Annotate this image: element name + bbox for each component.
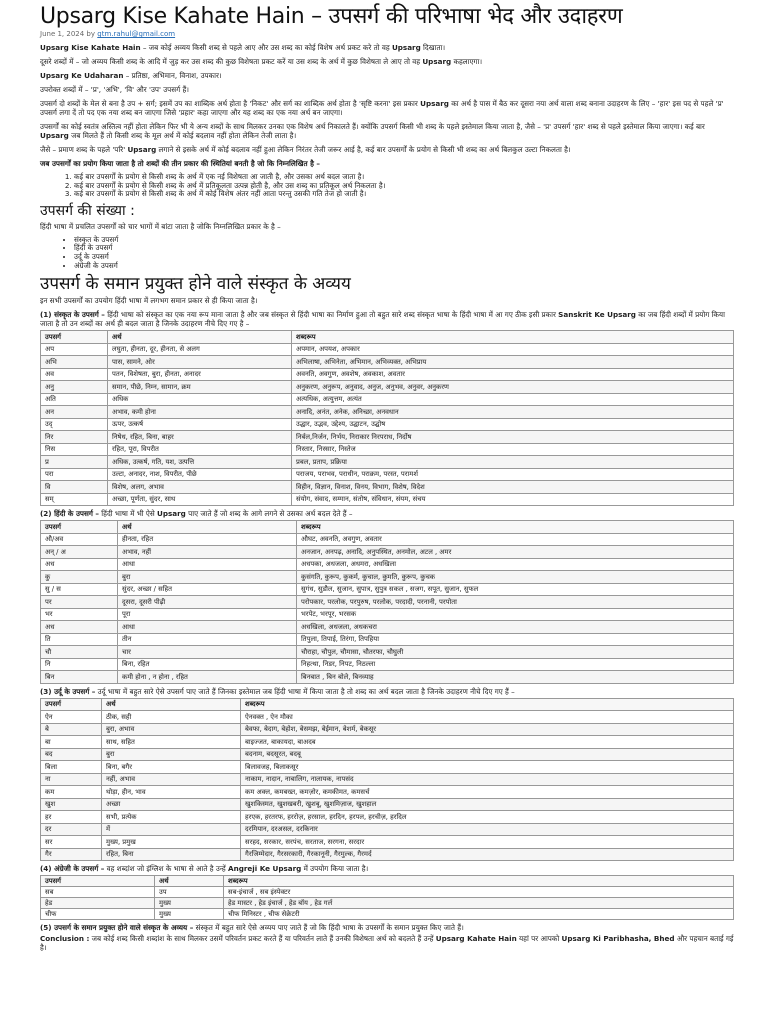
- table-cell: बिन: [41, 671, 118, 684]
- table-cell: अच्छा: [102, 798, 241, 811]
- table-cell: खुशकिस्मत, खुशखबरी, खुशबू, खुशमिज़ाज, खुशहाल: [241, 798, 734, 811]
- table-cell: बिनबात , बिन बोले, बिनव्याह: [297, 671, 734, 684]
- table-cell: सम्: [41, 493, 108, 506]
- text: दूसरे शब्दों में – जो अव्यय किसी शब्द के आदि में जुड़ कर उस शब्द की कुछ विशेषता प्रकट करें या उस शब्द के अर्थ में कुछ विशेषता ले आए तो वह: [40, 57, 423, 66]
- table-cell: ऊपर, उत्कर्ष: [108, 418, 292, 431]
- post-date: June 1, 2024: [40, 30, 85, 38]
- text: – प्रतिष्ठा, अभिमान, विनाश, उपकार।: [123, 71, 222, 80]
- text: का जब हिंदी शब्दों में प्रयोग किया जाता है तो उन शब्दों का अर्थ ही बदल जाता है जिनके उदाहरण नीचे दिए गए है –: [40, 310, 725, 329]
- table-cell: दर: [41, 823, 102, 836]
- table-row: [41, 671, 734, 684]
- table-cell: मुख्य: [155, 898, 224, 909]
- table-cell: अभि: [41, 356, 108, 369]
- table-row: [41, 583, 734, 596]
- section-title: (5) उपसर्ग के समान प्रयुक्त होने वाले संस्कृत के अव्यय –: [40, 923, 194, 933]
- bold-term: Angreji Ke Upsarg: [228, 864, 302, 874]
- table-cell: साथ, सहित: [102, 736, 241, 749]
- table-cell: अव: [41, 368, 108, 381]
- table-cell: बिला: [41, 761, 102, 774]
- table-row: [41, 748, 734, 761]
- column-header: अर्थ: [155, 876, 224, 887]
- table-cell: बदनाम, बदसूरत, बदबू: [241, 748, 734, 761]
- text: और पहचान बताई गई है।: [40, 934, 734, 953]
- table-cell: निहत्था, निडर, निपट, निठल्ला: [297, 658, 734, 671]
- bold-term: Upsarg: [391, 43, 421, 52]
- table-row: [41, 343, 734, 356]
- table-cell: ठीक, सही: [102, 711, 241, 724]
- table-cell: अध: [41, 621, 118, 634]
- table-cell: अपमान, अपयश, अपकार: [292, 343, 734, 356]
- column-header: उपसर्ग: [41, 331, 108, 344]
- table-row: [41, 711, 734, 724]
- table-cell: अनुकरण, अनुरूप, अनुवाद, अनुज, अनुभव, अनुवर, अनुकरण: [292, 381, 734, 394]
- table-cell: हेड मास्टर , हेड इंचार्ज , हेड बॉय , हेड गर्ल: [224, 898, 734, 909]
- english-upsarg-table: [40, 875, 734, 920]
- table-row: [41, 621, 734, 634]
- table-cell: निस: [41, 443, 108, 456]
- table-cell: लघुता, हीनता, दूर, हीनता, से अलग: [108, 343, 292, 356]
- table-row: [41, 596, 734, 609]
- list-item: • हिंदी के उपसर्ग: [74, 244, 734, 253]
- table-cell: परोपकार, परलोक, परपुरुष, परलोक, परदादी, परनानी, परपोता: [297, 596, 734, 609]
- table-cell: बाइज्जत, बाकायदा, बाअदब: [241, 736, 734, 749]
- table-cell: सुंदर, अच्छा / सहित: [118, 583, 297, 596]
- section-sanskrit: [40, 310, 734, 328]
- table-cell: नाकाम, नादान, नाबालिग, नालायक, नापसंद: [241, 773, 734, 786]
- table-cell: औ/अव: [41, 533, 118, 546]
- section-title: (1) संस्कृत के उपसर्ग –: [40, 310, 105, 320]
- table-cell: चौराहा, चौपुल, चौमासा, चौतरफा, चौघुली: [297, 646, 734, 659]
- conditions-list: [40, 173, 734, 199]
- table-row: [41, 786, 734, 799]
- table-cell: अच्छा, पूर्णता, सुंदर, साथ: [108, 493, 292, 506]
- table-cell: कम अक्ल, कमबख्त, कमज़ोर, कमकीमत, कमसर्च: [241, 786, 734, 799]
- table-cell: हरएक, हरतरफ, हररोज़, हरसाल, हरदिन, हरपल, हरचीज़, हरदिल: [241, 811, 734, 824]
- table-row: [41, 773, 734, 786]
- table-cell: रहित, बिना: [102, 848, 241, 861]
- table-cell: ति: [41, 633, 118, 646]
- column-header: उपसर्ग: [41, 876, 155, 887]
- table-cell: अधपका, अधजला, अधमरा, अधखिला: [297, 558, 734, 571]
- table-cell: रहित, पूरा, विपरीत: [108, 443, 292, 456]
- column-header: अर्थ: [102, 698, 241, 711]
- table-cell: बा: [41, 736, 102, 749]
- page-title: Upsarg Kise Kahate Hain – उपसर्ग की परिभाषा भेद और उदाहरण: [40, 4, 623, 29]
- table-row: [41, 571, 734, 584]
- section-title: (3) उर्दू के उपसर्ग –: [40, 686, 96, 696]
- section-urdu: [40, 687, 734, 696]
- table-cell: प्रबल, प्रताप, प्रक्रिया: [292, 456, 734, 469]
- bold-term: Upsarg: [40, 131, 69, 140]
- table-cell: आधा: [118, 621, 297, 634]
- text: वह शब्दांश जो इंग्लिश के भाषा से आते है उन्हें: [104, 864, 229, 874]
- author-link[interactable]: gtm.rahul@gmail.com: [97, 30, 176, 38]
- count-heading: उपसर्ग की संख्या :: [40, 202, 135, 219]
- table-row: [41, 761, 734, 774]
- table-cell: नि: [41, 658, 118, 671]
- table-cell: कमी होना , न होना , रहित: [118, 671, 297, 684]
- conditions-intro: [40, 159, 734, 168]
- column-header: उपसर्ग: [41, 698, 102, 711]
- table-cell: सुगंध, सुडौल, सुजान, सुपात्र, सुपुत्र सकल , सजग, सपूत, सुजान, सुफल: [297, 583, 734, 596]
- table-cell: अन् / अ: [41, 546, 118, 559]
- sanskrit-upsarg-table: [40, 330, 734, 506]
- text: – जब कोई अव्यय किसी शब्द से पहले आए और उस शब्द का कोई विशेष अर्थ प्रकट करे तो वह: [140, 43, 392, 52]
- table-cell: अत्यधिक, अत्युत्तम, अत्यंत: [292, 393, 734, 406]
- text: उर्दू भाषा में बहुत सारे ऐसे उपसर्ग पाए जाते हैं जिनका इस्तेमाल जब हिंदी भाषा में किया जाता है तो शब्द का अर्थ बदल जाता है जिनके उदाहरण नीचे दिए गए हैं –: [95, 686, 515, 696]
- text: जब मिलते हैं तो किसी शब्द के मूल अर्थ में कोई बदलाव नहीं होता लेकिन तेजी लाता है।: [68, 131, 297, 140]
- table-row: [41, 608, 734, 621]
- table-cell: प्र: [41, 456, 108, 469]
- table-row: [41, 823, 734, 836]
- text: में उपयोग किया जाता है।: [301, 864, 369, 874]
- table-cell: अभाव, कमी होना: [108, 406, 292, 419]
- table-row: [41, 368, 734, 381]
- table-cell: चार: [118, 646, 297, 659]
- table-cell: मुख्य, प्रमुख: [102, 836, 241, 849]
- table-cell: ना: [41, 773, 102, 786]
- column-header: उपसर्ग: [41, 521, 118, 534]
- table-cell: खुश: [41, 798, 102, 811]
- table-cell: अनजान, अनपढ़, अनादि, अनुपस्थित, अनमोल, अटल , अमर: [297, 546, 734, 559]
- conclusion: [40, 934, 734, 952]
- table-cell: उद्: [41, 418, 108, 431]
- table-cell: हेड: [41, 898, 155, 909]
- bold-term: Upsarg Kahate Hain: [435, 934, 517, 944]
- table-cell: परा: [41, 468, 108, 481]
- table-cell: अधखिला, अधजला, अधकचरा: [297, 621, 734, 634]
- text: हिंदी भाषा को संस्कृत का एक नया रूप माना जाता है और जब संस्कृत से हिंदी भाषा का निर्माण हुआ तो बहुत सारे शब्द संस्कृत भाषा के हिंदी भाषा में आ गए ठीक इसी प्रकार: [104, 310, 559, 320]
- table-cell: बेवफा, बेदाग, बेहोश, बेसमझ, बेईमान, बेशर्म, बेकसूर: [241, 723, 734, 736]
- section-english: [40, 864, 734, 873]
- table-row: [41, 356, 734, 369]
- table-cell: में: [102, 823, 241, 836]
- table-cell: नहीं, अभाव: [102, 773, 241, 786]
- list-item: • संस्कृत के उपसर्ग: [74, 236, 734, 245]
- table-row: [41, 558, 734, 571]
- table-cell: निस्तार, निस्सार, निस्तेज: [292, 443, 734, 456]
- table-row: [41, 848, 734, 861]
- table-cell: सब: [41, 887, 155, 898]
- intro-paragraph-5: [40, 122, 734, 140]
- table-row: [41, 443, 734, 456]
- intro-paragraph-4: [40, 99, 734, 117]
- table-cell: अति: [41, 393, 108, 406]
- urdu-upsarg-table: [40, 698, 734, 862]
- table-cell: संयोग, संवाद, सम्मान, संतोष, संविधान, संयम, संचय: [292, 493, 734, 506]
- table-row: [41, 431, 734, 444]
- table-cell: गैर: [41, 848, 102, 861]
- post-meta: [40, 30, 734, 38]
- table-cell: पराजय, पराभव, पराधीन, पराक्रम, परस्त, परामर्श: [292, 468, 734, 481]
- table-row: [41, 456, 734, 469]
- types-list: [40, 236, 734, 270]
- text: कहलाएगा।: [451, 57, 483, 66]
- list-item: 2. कई बार उपसर्गों के प्रयोग से किसी शब्द के अर्थ में प्रतिकूलता उत्पन्न होती है, और उस शब्द का प्रतिकूल अर्थ निकलता है।: [74, 182, 734, 191]
- table-row: [41, 533, 734, 546]
- table-cell: उद्धार, उद्भव, उद्देश्य, उद्घाटन, उद्घोष: [292, 418, 734, 431]
- table-cell: बिना, बगैर: [102, 761, 241, 774]
- example-line: [40, 71, 734, 80]
- intro-paragraph-6: [40, 145, 734, 154]
- table-header-row: [41, 331, 734, 344]
- column-header: अर्थ: [118, 521, 297, 534]
- table-cell: हीनता, रहित: [118, 533, 297, 546]
- section-hindi: [40, 509, 734, 518]
- count-text: हिंदी भाषा में प्रचलित उपसर्गों को चार भागों में बांटा जाता है जोकि निम्नलिखित प्रकार के है –: [40, 221, 281, 231]
- bold-term: Upsarg Ki Paribhasha, Bhed: [561, 934, 675, 944]
- table-row: [41, 468, 734, 481]
- table-cell: बुरा: [118, 571, 297, 584]
- table-cell: पतन, विशेषता, बुरा, हीनता, अनादर: [108, 368, 292, 381]
- conclusion-label: Conclusion :: [40, 934, 90, 944]
- table-cell: चीफ मिनिस्टर , चीफ सेक्रेटरी: [224, 909, 734, 920]
- bold-term: Upsarg Ke Udaharan: [40, 71, 124, 80]
- table-row: [41, 736, 734, 749]
- table-cell: सब-इंचार्ज , सब इंस्पेक्टर: [224, 887, 734, 898]
- table-cell: सु / स: [41, 583, 118, 596]
- table-cell: ऐनवक्त , ऐन मौका: [241, 711, 734, 724]
- table-row: [41, 418, 734, 431]
- table-cell: हर: [41, 811, 102, 824]
- table-row: [41, 658, 734, 671]
- table-cell: समान, पीछे, निम्न, सामान, क्रम: [108, 381, 292, 394]
- table-header-row: [41, 698, 734, 711]
- table-cell: उल्टा, अनादर, नाश, विपरीत, पीछे: [108, 468, 292, 481]
- table-cell: अधिक: [108, 393, 292, 406]
- table-cell: विशेष, अलग, अभाव: [108, 481, 292, 494]
- table-cell: निषेध, रहित, बिना, बाहर: [108, 431, 292, 444]
- table-row: [41, 381, 734, 394]
- list-item: 3. कई बार उपसर्गों के प्रयोग से किसी शब्द के अर्थ में कोई विशेष अंतर नहीं आता परन्तु उसकी गति तेज हो जाती है।: [74, 190, 734, 199]
- table-cell: अनादि, अनंत, अनेक, अनिच्छा, अनवधान: [292, 406, 734, 419]
- table-cell: मुख्य: [155, 909, 224, 920]
- table-cell: थोड़ा, हीन, भाव: [102, 786, 241, 799]
- list-item: • उर्दू के उपसर्ग: [74, 253, 734, 262]
- table-cell: आधा: [118, 558, 297, 571]
- bold-term: Upsarg: [157, 509, 186, 519]
- table-row: [41, 393, 734, 406]
- text: संस्कृत में बहुत सारे ऐसे अव्यय पाए जाते हैं जो कि हिंदी भाषा के उपसर्गों के समान प्रयुक्त किए जाते हैं।: [193, 923, 464, 933]
- table-cell: चौ: [41, 646, 118, 659]
- column-header: शब्दरूप: [292, 331, 734, 344]
- table-cell: अवनति, अवगुण, अवशेष, अवकाश, अवतार: [292, 368, 734, 381]
- table-cell: पास, सामने, ओर: [108, 356, 292, 369]
- table-cell: विहीन, विज्ञान, विनाश, विनय, विभाग, विशेष, विदेश: [292, 481, 734, 494]
- table-row: [41, 646, 734, 659]
- list-item: 1. कई बार उपसर्गों के प्रयोग से किसी शब्द के अर्थ में एक नई विशेषता आ जाती है, और उसका अर्थ बदल जाता है।: [74, 173, 734, 182]
- bold-term: Upsarg: [127, 145, 157, 154]
- table-cell: कुसंगति, कुरूप, कुकर्म, कुचाल, कुमति, कुरूप, कुचक: [297, 571, 734, 584]
- table-row: [41, 493, 734, 506]
- table-header-row: [41, 876, 734, 887]
- table-row: [41, 798, 734, 811]
- table-cell: सर: [41, 836, 102, 849]
- bold-term: Upsarg Kise Kahate Hain: [40, 43, 141, 52]
- intro-paragraph-3: उपरोक्त शब्दों में – 'प्र', 'अभि', 'वि' और 'उप' उपसर्ग हैं।: [40, 85, 189, 94]
- section-avyay: [40, 923, 734, 932]
- table-cell: भरपेट, भरपूर, भरसक: [297, 608, 734, 621]
- section-title: (2) हिंदी के उपसर्ग –: [40, 509, 99, 519]
- table-cell: पर: [41, 596, 118, 609]
- table-cell: अध: [41, 558, 118, 571]
- column-header: शब्दरूप: [297, 521, 734, 534]
- text: यहां पर आपको: [516, 934, 562, 944]
- bold-term: Upsarg: [420, 99, 449, 108]
- text: उपसर्ग दो शब्दों के मेल से बना है उप + सर्ग; इसमें उप का शाब्दिक अर्थ होता है 'निकट' और सर्ग का शाब्दिक अर्थ होता है 'सृष्टि करना' इस प्रकार: [40, 99, 421, 108]
- table-cell: दूसरा, दूसरी पीढ़ी: [118, 596, 297, 609]
- table-cell: ऐन: [41, 711, 102, 724]
- table-cell: बुरा: [102, 748, 241, 761]
- bold-term: Upsarg: [422, 57, 452, 66]
- text: हिंदी भाषा में भी ऐसे: [98, 509, 158, 519]
- table-header-row: [41, 521, 734, 534]
- text: का अर्थ है पास में बैठ कर दूसरा नया अर्थ वाला शब्द बनाना उदाहरण के लिए – 'हार' इस पद से पहले 'प्र' उपसर्ग लगा दें तो पद एक नया शब्द बन जाएगा जिसे 'प्रहार' कहा जाएगा और यह शब्द का एक नया अर्थ बन जाएगा।: [40, 99, 724, 117]
- table-cell: चीफ: [41, 909, 155, 920]
- table-cell: कम: [41, 786, 102, 799]
- table-row: [41, 633, 734, 646]
- table-row: [41, 406, 734, 419]
- table-cell: भर: [41, 608, 118, 621]
- table-cell: सभी, प्रत्येक: [102, 811, 241, 824]
- table-cell: औघट, अवनति, अवगुण, अवतार: [297, 533, 734, 546]
- text: उपसर्गों का कोई स्वतंत्र अस्तित्व नहीं होता लेकिन फिर भी ये अन्य शब्दों के साथ मिलकर उनका एक विशेष अर्थ निकालते हैं। क्योंकि उपसर्ग किसी भी शब्द के पहले इस्तेमाल किया जाता है, जैसे – 'प्र' उपसर्ग 'हार' शब्द से पहले इस्तेमाल किया जाएगा। कई बार: [40, 122, 705, 131]
- text: दिखाता।: [420, 43, 446, 52]
- post-by: by: [86, 30, 96, 38]
- table-cell: अभिलाषा, अभिनेता, अभिमान, अभिव्यक्त, अभिप्राय: [292, 356, 734, 369]
- text: पाए जाते हैं जो शब्द के आगे लगने से उसका अर्थ बदल देते हैं –: [185, 509, 353, 519]
- list-item: • अंग्रेजी के उपसर्ग: [74, 262, 734, 271]
- table-row: [41, 909, 734, 920]
- table-cell: बिना, रहित: [118, 658, 297, 671]
- table-cell: निर: [41, 431, 108, 444]
- table-cell: अनु: [41, 381, 108, 394]
- table-row: [41, 481, 734, 494]
- table-cell: अभाव, नहीं: [118, 546, 297, 559]
- column-header: शब्दरूप: [241, 698, 734, 711]
- table-cell: पूरा: [118, 608, 297, 621]
- table-row: [41, 546, 734, 559]
- table-cell: उप: [155, 887, 224, 898]
- table-cell: गैरजिम्मेदार, गैरसरकारी, गैरकानूनी, गैरमुल्क, गैरमर्द: [241, 848, 734, 861]
- table-cell: कु: [41, 571, 118, 584]
- avyay-text: इन सभी उपसर्गों का उपयोग हिंदी भाषा में लगभग समान प्रकार से ही किया जाता है।: [40, 296, 258, 306]
- table-cell: दरमियान, दरअसल, दरकिनार: [241, 823, 734, 836]
- text: जैसे – प्रमाण शब्द के पहले 'परि': [40, 145, 128, 154]
- table-row: [41, 887, 734, 898]
- table-row: [41, 836, 734, 849]
- column-header: अर्थ: [108, 331, 292, 344]
- table-row: [41, 811, 734, 824]
- intro-paragraph-2: [40, 57, 734, 66]
- table-cell: अप: [41, 343, 108, 356]
- bold-term: Sanskrit Ke Upsarg: [558, 310, 636, 320]
- table-cell: अन: [41, 406, 108, 419]
- table-cell: निर्बल,निर्जन, निर्भय, निराकार निरपराध, निर्दोष: [292, 431, 734, 444]
- bold-line: जब उपसर्गों का प्रयोग किया जाता है तो शब्दों की तीन प्रकार की स्थितियां बनती है जो कि निम्नलिखित है –: [40, 159, 321, 168]
- table-row: [41, 898, 734, 909]
- table-cell: बुरा, अभाव: [102, 723, 241, 736]
- table-cell: बे: [41, 723, 102, 736]
- section-title: (4) अंग्रेजी के उपसर्ग –: [40, 864, 105, 874]
- table-row: [41, 723, 734, 736]
- intro-paragraph-1: [40, 43, 734, 52]
- table-cell: तीन: [118, 633, 297, 646]
- table-cell: तिपुला, तिपाई, तिरंगा, तिपहिया: [297, 633, 734, 646]
- text: लगाने से इसके अर्थ में कोई बदलाव नहीं हुआ लेकिन निरंतर तेजी जरूर आई है, कई बार उपसर्गों के प्रयोग से किसी भी शब्द का अर्थ बिलकुल उल्टा निकलता है।: [156, 145, 571, 154]
- table-cell: वि: [41, 481, 108, 494]
- table-cell: सरहद, सरकार, सरपंच, सरताज, सरगना, सरदार: [241, 836, 734, 849]
- avyay-heading: उपसर्ग के समान प्रयुक्त होने वाले संस्कृत के अव्यय: [40, 274, 351, 295]
- table-cell: अधिक, उत्कर्ष, गति, यश, उत्पत्ति: [108, 456, 292, 469]
- table-cell: बद: [41, 748, 102, 761]
- column-header: शब्दरूप: [224, 876, 734, 887]
- text: जब कोई शब्द किसी शब्दांश के साथ मिलकर उसमें परिवर्तन प्रकट करते हैं या परिवर्तन लाते हैं उनकी विशेषता अर्थ को बदलते हैं उन्हें: [89, 934, 436, 944]
- hindi-upsarg-table: [40, 520, 734, 684]
- table-cell: बिलावजह, बिलाकसूर: [241, 761, 734, 774]
